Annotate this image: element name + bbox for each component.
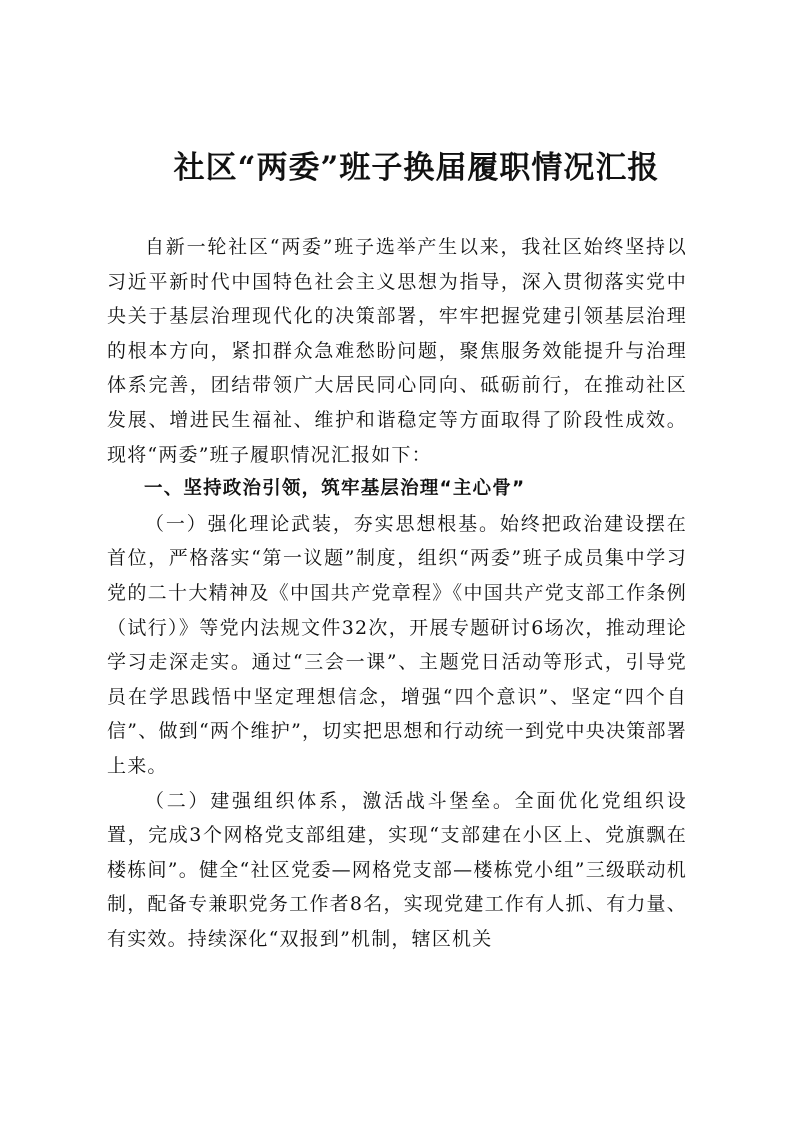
section-heading: 一、坚持政治引领，筑牢基层治理“主心骨” [144, 478, 526, 500]
document-body [107, 230, 687, 956]
document-title: 社区“两委”班子换届履职情况汇报 [173, 150, 660, 186]
body-paragraph: （二）建强组织体系，激活战斗堡垒。全面优化党组织设置，完成3个网格党支部组建，实现“支部建在小区上、党旗飘在楼栋间”。健全“社区党委—网格党支部—楼栋党小组”三级联动机制，配备专兼职党务工作者8名，实现党建工作有人抓、有力量、有实效。持续深化“双报到”机制，辖区机关 [107, 789, 687, 950]
body-paragraph: （一）强化理论武装，夯实思想根基。始终把政治建设摆在首位，严格落实“第一议题”制度，组织“两委”班子成员集中学习党的二十大精神及《中国共产党章程》《中国共产党支部工作条例（试行）》等党内法规文件32次，开展专题研讨6场次，推动理论学习走深走实。通过“三会一课”、主题党日活动等形式，引导党员在学思践悟中坚定理想信念，增强“四个意识”、坚定“四个自信”、做到“两个维护”，切实把思想和行动统一到党中央决策部署上来。 [107, 512, 687, 777]
intro-paragraph: 自新一轮社区“两委”班子选举产生以来，我社区始终坚持以习近平新时代中国特色社会主义思想为指导，深入贯彻落实党中央关于基层治理现代化的决策部署，牢牢把握党建引领基层治理的根本方向，紧扣群众急难愁盼问题，聚焦服务效能提升与治理体系完善，团结带领广大居民同心同向、砥砺前行，在推动社区发展、增进民生福祉、维护和谐稳定等方面取得了阶段性成效。现将“两委”班子履职情况汇报如下： [107, 236, 687, 466]
